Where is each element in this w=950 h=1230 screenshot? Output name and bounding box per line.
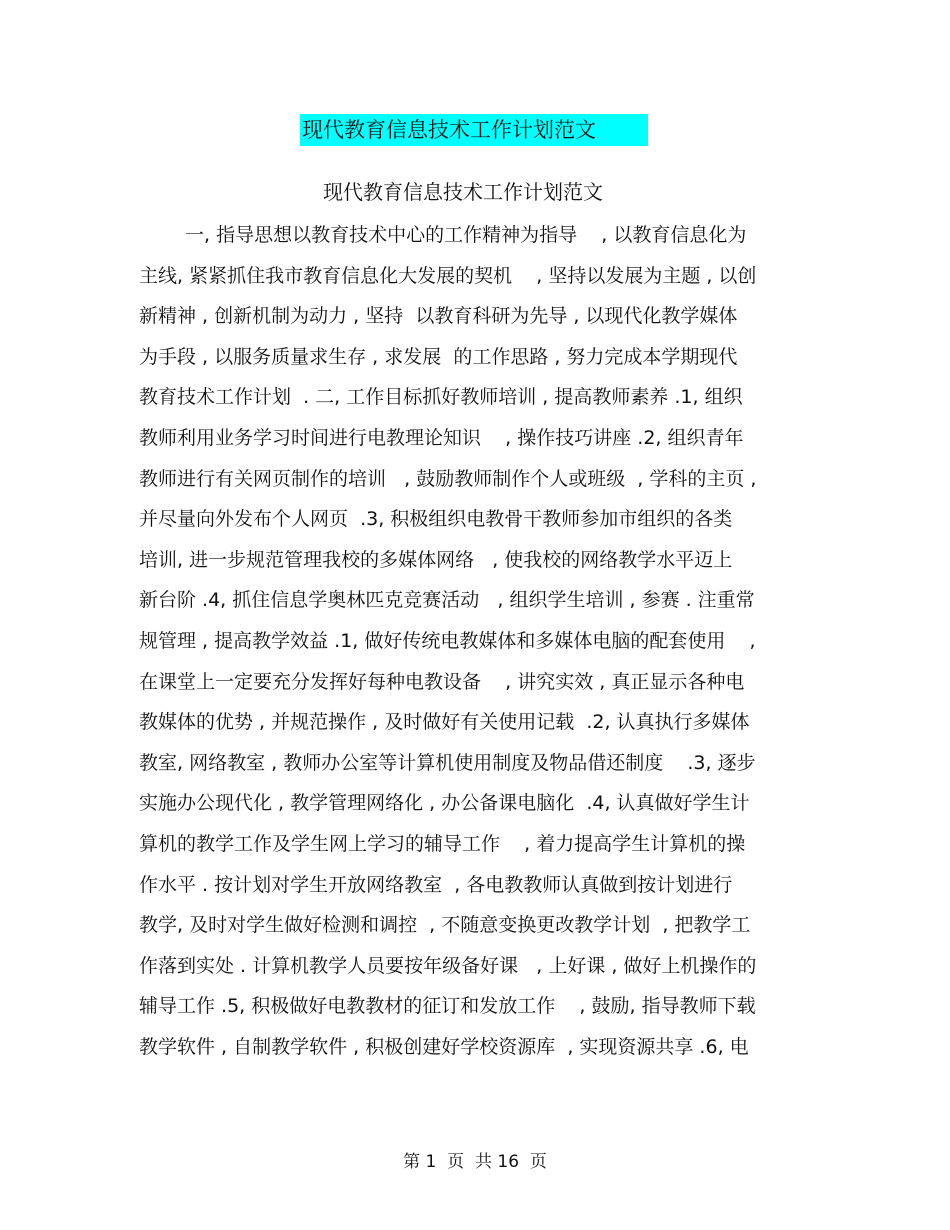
body-line: 算机的教学工作及学生网上学习的辅导工作 , 着力提高学生计算机的操 — [139, 832, 746, 855]
body-line: 教学软件 , 自制教学软件 , 积极创建好学校资源库 , 实现资源共享 .6, 电 — [139, 1035, 749, 1058]
body-line: 教育技术工作计划 . 二, 工作目标抓好教师培训 , 提高教师素养 .1, 组织 — [139, 386, 743, 409]
body-line: 作水平 . 按计划对学生开放网络教室 , 各电教教师认真做到按计划进行 — [139, 873, 733, 896]
body-line: 并尽量向外发布个人网页 .3, 积极组织电教骨干教师参加市组织的各类 — [139, 508, 733, 531]
body-text — [139, 218, 819, 1070]
body-line: 实施办公现代化 , 教学管理网络化 , 办公备课电脑化 .4, 认真做好学生计 — [139, 792, 750, 815]
body-line: 一, 指导思想以教育技术中心的工作精神为指导 , 以教育信息化为 — [185, 224, 747, 246]
body-line: 教师利用业务学习时间进行电教理论知识 , 操作技巧讲座 .2, 组织青年 — [139, 426, 744, 449]
body-line: 教室, 网络教室 , 教师办公室等计算机使用制度及物品借还制度 .3, 逐步 — [139, 751, 756, 774]
body-line: 教学, 及时对学生做好检测和调控 , 不随意变换更改教学计划 , 把教学工 — [139, 914, 751, 937]
body-line: 培训, 进一步规范管理我校的多媒体网络 , 使我校的网络教学水平迈上 — [139, 548, 733, 571]
body-line: 辅导工作 .5, 积极做好电教教材的征订和发放工作 , 鼓励, 指导教师下载 — [139, 995, 756, 1018]
body-line: 作落到实处 . 计算机教学人员要按年级备好课 , 上好课 , 做好上机操作的 — [139, 954, 757, 977]
body-line: 教媒体的优势 , 并规范操作 , 及时做好有关使用记载 .2, 认真执行多媒体 — [139, 711, 750, 734]
page-number-footer: 第 1 页 共 16 页 — [403, 1152, 547, 1172]
document-title: 现代教育信息技术工作计划范文 — [302, 118, 596, 142]
body-line: 规管理 , 提高教学效益 .1, 做好传统电教媒体和多媒体电脑的配套使用 , — [139, 629, 756, 652]
body-line: 主线, 紧紧抓住我市教育信息化大发展的契机 , 坚持以发展为主题 , 以创 — [139, 264, 757, 287]
body-line: 新精神 , 创新机制为动力 , 坚持 以教育科研为先导 , 以现代化教学媒体 — [139, 305, 738, 328]
document-subtitle: 现代教育信息技术工作计划范文 — [323, 180, 603, 204]
body-line: 为手段 , 以服务质量求生存 , 求发展 的工作思路 , 努力完成本学期现代 — [139, 345, 738, 368]
body-line: 在课堂上一定要充分发挥好每种电教设备 , 讲究实效 , 真正显示各种电 — [139, 670, 745, 693]
body-line: 教师进行有关网页制作的培训 , 鼓励教师制作个人或班级 , 学科的主页 , — [139, 467, 757, 490]
body-line: 新台阶 .4, 抓住信息学奥林匹克竞赛活动 , 组织学生培训 , 参赛 . 注重常 — [139, 589, 755, 612]
